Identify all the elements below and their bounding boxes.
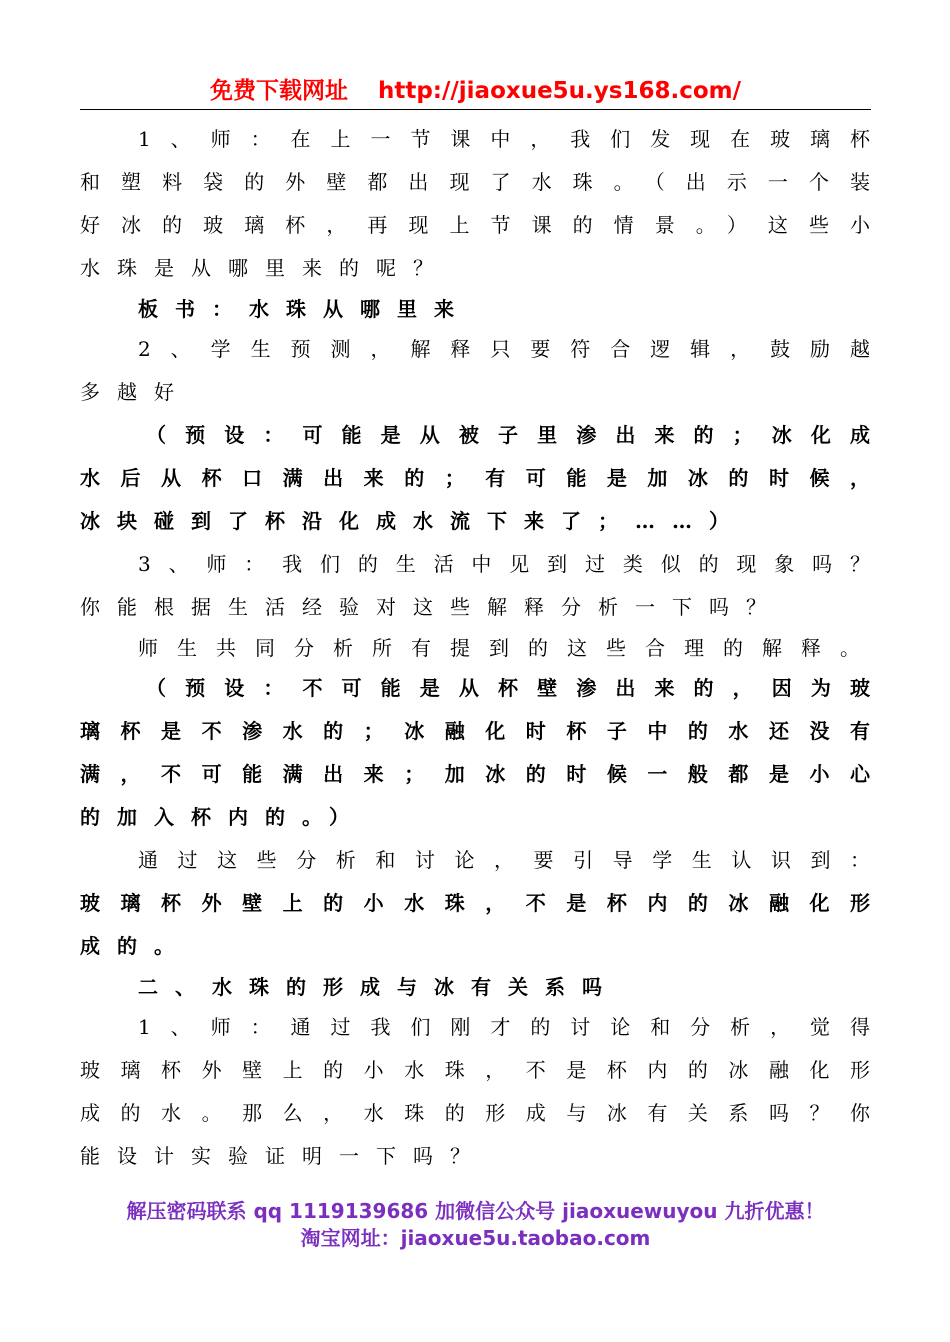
text-line: 通过这些分析和讨论，要引导学生认识到： <box>138 848 870 872</box>
preset-line: 璃杯是不渗水的；冰融化时杯子中的水还没有 <box>80 719 870 743</box>
document-body <box>80 118 879 1178</box>
page-footer <box>80 1198 871 1252</box>
preset-line: （预设：不可能是从杯壁渗出来的，因为玻 <box>146 676 870 700</box>
footer-shop-url[interactable]: 淘宝网址：jiaoxue5u.taobao.com <box>300 1226 651 1250</box>
text-line: 好冰的玻璃杯，再现上节课的情景。）这些小 <box>80 213 870 237</box>
header-rule <box>80 109 871 110</box>
preset-line: 冰块碰到了杯沿化成水流下来了；……） <box>80 509 746 533</box>
text-line: 多越好 <box>80 380 191 404</box>
page-header <box>80 76 871 106</box>
text-line: 玻璃杯外壁上的小水珠，不是杯内的冰融化形 <box>80 1058 870 1082</box>
board-note: 板书：水珠从哪里来 <box>138 297 471 321</box>
text-line: 2、学生预测，解释只要符合逻辑，鼓励越 <box>138 337 870 361</box>
preset-line: 水后从杯口满出来的；有可能是加冰的时候， <box>80 466 870 490</box>
text-line: 你能根据生活经验对这些解释分析一下吗？ <box>80 595 783 619</box>
preset-line: 的加入杯内的。） <box>80 805 366 829</box>
header-label: 免费下载网址 <box>209 78 348 104</box>
conclusion-line: 成的。 <box>80 934 191 958</box>
conclusion-line: 玻璃杯外壁上的小水珠，不是杯内的冰融化形 <box>80 891 870 915</box>
preset-line: （预设：可能是从被子里渗出来的；冰化成 <box>146 423 870 447</box>
text-line: 3、师：我们的生活中见到过类似的现象吗？ <box>138 552 870 576</box>
text-line: 1、师：在上一节课中，我们发现在玻璃杯 <box>138 127 870 151</box>
text-line: 师生共同分析所有提到的这些合理的解释。 <box>138 636 879 660</box>
section-heading: 二、水珠的形成与冰有关系吗 <box>138 975 619 999</box>
text-line: 和塑料袋的外壁都出现了水珠。（出示一个装 <box>80 170 870 194</box>
header-url[interactable]: http://jiaoxue5u.ys168.com/ <box>377 78 742 104</box>
footer-contact: 解压密码联系 qq 1119139686 加微信公众号 jiaoxuewuyou 九折优惠！ <box>126 1199 825 1223</box>
text-line: 成的水。那么，水珠的形成与冰有关系吗？你 <box>80 1101 870 1125</box>
text-line: 1、师：通过我们刚才的讨论和分析，觉得 <box>138 1015 870 1039</box>
text-line: 水珠是从哪里来的呢？ <box>80 256 450 280</box>
preset-line: 满，不可能满出来；加冰的时候一般都是小心 <box>80 762 870 786</box>
text-line: 能设计实验证明一下吗？ <box>80 1144 487 1168</box>
